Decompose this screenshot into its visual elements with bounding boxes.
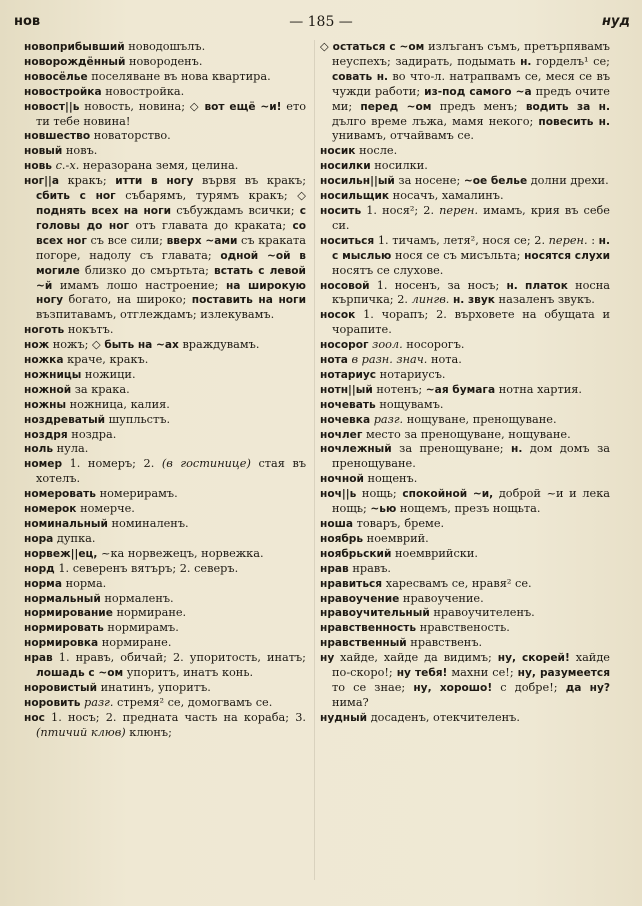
headword: спокойной ~и,: [402, 488, 494, 501]
headword: вот ещё ~и!: [204, 100, 282, 113]
dictionary-entry: ночной нощенъ.: [320, 472, 418, 486]
headword: ну, хорошо!: [413, 681, 493, 694]
headword: носок: [320, 309, 356, 322]
headword: ножной: [24, 383, 72, 396]
dictionary-entry: ночевка разг. нощуване, пренощуване.: [320, 412, 557, 426]
dictionary-entry: ноль нула.: [24, 442, 89, 456]
headword: ноябрь: [320, 532, 364, 545]
dictionary-entry: нос 1. носъ; 2. предната часть на кораба; 3. (птичий клюв) клюнъ;: [24, 710, 306, 739]
headword: ноша: [320, 518, 353, 530]
headword: ну: [320, 652, 335, 665]
dictionary-entry: ноябрьский ноемврийски.: [320, 546, 478, 560]
usage-label: с.-х.: [55, 159, 80, 173]
usage-label: в разн. знач.: [351, 353, 428, 367]
headword: номинальный: [24, 518, 108, 530]
dictionary-entry: носовой 1. носенъ, за носъ; н. платок носна кърпичка; 2. лингв. н. звук назаленъ звукъ.: [320, 278, 611, 307]
headword: носятся слухи: [524, 249, 611, 262]
dictionary-entry: нотариус нотариусъ.: [320, 367, 446, 381]
dictionary-entry: носильн||ый за носене; ~ое белье долни дрехи.: [320, 174, 609, 188]
dictionary-entry: норд 1. северенъ вятъръ; 2. северъ.: [24, 561, 239, 575]
headword: вверх ~ами: [166, 234, 238, 247]
headword: норд: [24, 562, 55, 575]
usage-label: разг.: [373, 412, 404, 426]
headword: н. звук: [452, 294, 495, 307]
dictionary-entry: нормировка нормиране.: [24, 636, 172, 650]
left-guide-word: нов: [14, 14, 41, 29]
headword: н. с мыслью: [332, 234, 610, 262]
headword: ночевка: [320, 413, 371, 426]
headword: нравоучение: [320, 592, 400, 605]
dictionary-entry: ноч||ь нощь; спокойной ~и, доброй ~и и лека нощь; ~ью нощемъ, презъ нощьта.: [320, 487, 610, 516]
headword: носовой: [320, 279, 370, 292]
dictionary-entry: ножной за крака.: [24, 382, 130, 396]
headword: ~ое белье: [463, 175, 528, 188]
usage-label: перен.: [439, 203, 479, 217]
headword: нрав: [320, 562, 349, 575]
page-number: — 185 —: [289, 14, 353, 30]
usage-label: разг.: [84, 695, 114, 709]
dictionary-entry: нрав 1. нравъ, обичай; 2. упоритость, инатъ; лошадь с ~ом упоритъ, инатъ конь.: [24, 651, 306, 680]
dictionary-entry: норовить разг. стремя² се, домогвамъ се.: [24, 695, 273, 709]
dictionary-entry: новосёлье поселяване въ нова квартира.: [24, 69, 271, 83]
headword: нравоучительный: [320, 607, 430, 620]
dictionary-entry: нотн||ый нотенъ; ~ая бумага нотна хартия.: [320, 382, 582, 396]
headword: поднять всех на ноги: [36, 204, 172, 217]
headword: номерок: [24, 503, 77, 516]
page-header: [8, 14, 634, 36]
usage-label: зоол.: [372, 338, 403, 352]
headword: нора: [24, 532, 54, 545]
headword: да ну?: [565, 681, 610, 694]
headword: повесить н.: [538, 115, 610, 128]
dictionary-entry: ноготь нокътъ.: [24, 323, 114, 337]
headword: быть на ~ах: [104, 339, 179, 352]
headword: нос: [24, 711, 45, 724]
dictionary-entry: ног||а кракъ; итти в ногу вървя въ кракъ; сбить с ног събарямъ, турямъ кракъ; ◇ поднять всех на ноги събуждамъ всички; с головы до ног отъ главата до краката; со всех ног съ все сили; вверх ~ами съ краката погоре, надолу съ главата; одной ~ой в могиле близко до смъртьта; встать с левой ~й имамъ лошо настроение; на широкую ногу богато, на широко; поставить на ноги възпитавамъ, отглеждамъ; излекувамъ.: [24, 174, 307, 322]
headword: норвеж||ец,: [24, 547, 98, 560]
dictionary-entry: нравственный нравственъ.: [320, 636, 483, 650]
dictionary-entry: носильщик носачъ, хамалинъ.: [320, 189, 504, 203]
headword: нрав: [24, 652, 53, 665]
dictionary-entry: ножка краче, кракъ.: [24, 353, 149, 367]
headword: носильн||ый: [320, 175, 395, 188]
headword: ножка: [24, 354, 64, 367]
headword: новост||ь: [24, 100, 80, 113]
dictionary-entry: нравственность нравственость.: [320, 621, 510, 635]
usage-label: (в гостинице): [161, 457, 251, 471]
headword: со всех ног: [36, 219, 306, 247]
dictionary-entry: новоприбывший новодошълъ.: [24, 40, 206, 53]
dictionary-entry: ну хайде, хайде да видимъ; ну, скорей! хайде по-скоро!; ну тебя! махни се!; ну, разумеется то се знае; ну, хорошо! с добре!; да ну? нима?: [320, 651, 610, 709]
headword: на широкую ногу: [36, 279, 306, 307]
headword: ноябрьский: [320, 547, 392, 560]
dictionary-entry: нравиться харесвамъ се, нравя² се.: [320, 576, 532, 590]
headword: ножны: [24, 398, 67, 411]
usage-label: (птичий клюв): [36, 725, 126, 739]
dictionary-entry: норвеж||ец, ~ка норвежецъ, норвежка.: [24, 546, 264, 560]
headword: одной ~ой в могиле: [36, 249, 307, 277]
usage-label: перен.: [548, 233, 588, 247]
headword: ноздреватый: [24, 413, 106, 426]
headword: остаться с ~ом: [332, 41, 425, 53]
headword: из-под самого ~а: [424, 85, 532, 98]
headword: носильщик: [320, 190, 390, 203]
headword: ну, скорей!: [497, 652, 570, 665]
headword: норовистый: [24, 681, 98, 694]
dictionary-entry: номерок номерче.: [24, 502, 135, 516]
dictionary-entry: ноябрь ноемврий.: [320, 531, 429, 545]
headword: с головы до ног: [36, 204, 307, 232]
dictionary-entry: ночлег место за пренощуване, нощуване.: [320, 427, 571, 441]
dictionary-entry: нож ножъ; ◇ быть на ~ах враждувамъ.: [24, 338, 260, 352]
dictionary-entry: ноздря ноздра.: [24, 427, 117, 441]
dictionary-entry: нормальный нормаленъ.: [24, 591, 174, 605]
headword: н.: [511, 443, 523, 456]
headword: ночлежный: [320, 443, 392, 456]
dictionary-entry: новост||ь новость, новина; ◇ вот ещё ~и! ето ти тебе новина!: [24, 99, 307, 128]
headword: номер: [24, 458, 63, 471]
dictionary-entry: нравоучение нравоучение.: [320, 591, 484, 605]
dictionary-entry: ночевать нощувамъ.: [320, 397, 444, 411]
headword: сбить с ног: [36, 190, 116, 203]
dictionary-entry: новорождённый новороденъ.: [24, 54, 203, 68]
dictionary-entry: нравоучительный нравоучителенъ.: [320, 606, 535, 620]
dictionary-entry: носиться 1. тичамъ, летя², нося се; 2. перен. : н. с мыслью нося се съ мисъльта; носятся слухи носятъ се слухове.: [320, 233, 611, 277]
dictionary-entry: ночлежный за пренощуване; н. дом домъ за пренощуване.: [320, 442, 610, 471]
dictionary-entry: нора дупка.: [24, 531, 96, 545]
headword: нож: [24, 339, 50, 352]
headword: новорождённый: [24, 55, 126, 68]
headword: нормирование: [24, 607, 113, 620]
headword: норовить: [24, 696, 81, 709]
dictionary-entry: новый новъ.: [24, 144, 98, 158]
headword: новостройка: [24, 85, 102, 98]
headword: итти в ногу: [115, 175, 194, 188]
headword: ночевать: [320, 398, 376, 411]
dictionary-entry: номеровать номерирамъ.: [24, 487, 178, 501]
headword: носилки: [320, 160, 371, 173]
right-column: [320, 40, 610, 726]
dictionary-entry: носилки носилки.: [320, 159, 428, 173]
headword: ноч||ь: [320, 488, 357, 501]
headword: нормировка: [24, 637, 99, 650]
dictionary-entry: носить 1. нося²; 2. перен. имамъ, крия въ себе си.: [320, 203, 610, 232]
dictionary-entry: нормировать нормирамъ.: [24, 621, 179, 635]
dictionary-entry: нота в разн. знач. нота.: [320, 353, 462, 367]
headword: номеровать: [24, 488, 96, 501]
headword: водить за н.: [525, 100, 611, 113]
headword: носить: [320, 204, 362, 217]
headword: нота: [320, 354, 348, 367]
dictionary-entry: норма норма.: [24, 576, 107, 590]
dictionary-entry: норовистый инатинъ, упоритъ.: [24, 680, 211, 694]
dictionary-entry: номер 1. номеръ; 2. (в гостинице) стая въ хотелъ.: [24, 457, 307, 486]
headword: нудный: [320, 711, 368, 724]
dictionary-entry: нормирование нормиране.: [24, 606, 187, 620]
headword: ~ая бумага: [425, 383, 496, 396]
headword: н.: [520, 55, 532, 68]
headword: ~ью: [370, 503, 397, 516]
usage-label: лингв.: [411, 293, 450, 307]
headword: носиться: [320, 234, 375, 247]
column-divider: [314, 40, 315, 880]
dictionary-entry: ноша товаръ, бреме.: [320, 517, 445, 530]
headword: н. платок: [506, 279, 568, 292]
dictionary-entry: номинальный номиналенъ.: [24, 517, 189, 530]
headword: нравственный: [320, 637, 407, 650]
dictionary-entry: новостройка новостройка.: [24, 84, 185, 98]
headword: перед ~ом: [360, 100, 432, 113]
headword: новосёлье: [24, 70, 88, 83]
dictionary-entry: ножницы ножици.: [24, 367, 136, 381]
headword: ночлег: [320, 428, 363, 441]
headword: ноздря: [24, 428, 68, 441]
headword: ножницы: [24, 368, 82, 381]
headword: нравственность: [320, 622, 417, 635]
dictionary-entry: носорог зоол. носорогъ.: [320, 338, 465, 352]
headword: носик: [320, 145, 356, 158]
headword: ног||а: [24, 175, 60, 188]
headword: лошадь с ~ом: [36, 667, 124, 680]
right-guide-word: нуд: [602, 14, 630, 29]
headword: нормировать: [24, 622, 104, 635]
headword: норма: [24, 577, 62, 590]
left-column: [24, 40, 306, 741]
headword: ну тебя!: [396, 667, 448, 680]
headword: ноль: [24, 443, 54, 456]
dictionary-entry: нрав нравъ.: [320, 561, 391, 575]
headword: нравиться: [320, 577, 383, 590]
headword: поставить на ноги: [191, 294, 306, 307]
headword: новшество: [24, 130, 91, 143]
headword: ноготь: [24, 324, 65, 337]
headword: нормальный: [24, 592, 101, 605]
dictionary-entry: носок 1. чорапъ; 2. върховете на обущата и чорапите.: [320, 308, 610, 337]
headword: нотн||ый: [320, 383, 373, 396]
headword: носорог: [320, 339, 369, 352]
headword: новый: [24, 145, 63, 158]
dictionary-entry: ноздреватый шупльстъ.: [24, 412, 171, 426]
dictionary-entry: носик носле.: [320, 144, 398, 158]
headword: нотариус: [320, 368, 377, 381]
headword: ночной: [320, 473, 364, 486]
headword: совать н.: [332, 70, 389, 83]
dictionary-entry: новь с.-х. неразорана земя, целина.: [24, 159, 239, 173]
dictionary-entry: нудный досаденъ, отекчителенъ.: [320, 710, 520, 724]
headword: новь: [24, 160, 52, 173]
headword: ну, разумеется: [517, 667, 610, 680]
dictionary-entry: ◇ остаться с ~ом излъганъ съмъ, претърпявамъ неуспехъ; задирать, подымать н. горделъ¹ се; совать н. во что-л. натрапвамъ се, меся се въ чужди работи; из-под самого ~а предъ очите ми; перед ~ом предъ менъ; водить за н. дълго време лъжа, мамя некого; повесить н. унивамъ, отчайвамъ се.: [320, 40, 611, 143]
dictionary-entry: ножны ножница, калия.: [24, 397, 170, 411]
headword: новоприбывший: [24, 41, 125, 53]
dictionary-entry: новшество новаторство.: [24, 129, 171, 143]
headword: встать с левой ~й: [36, 264, 306, 292]
